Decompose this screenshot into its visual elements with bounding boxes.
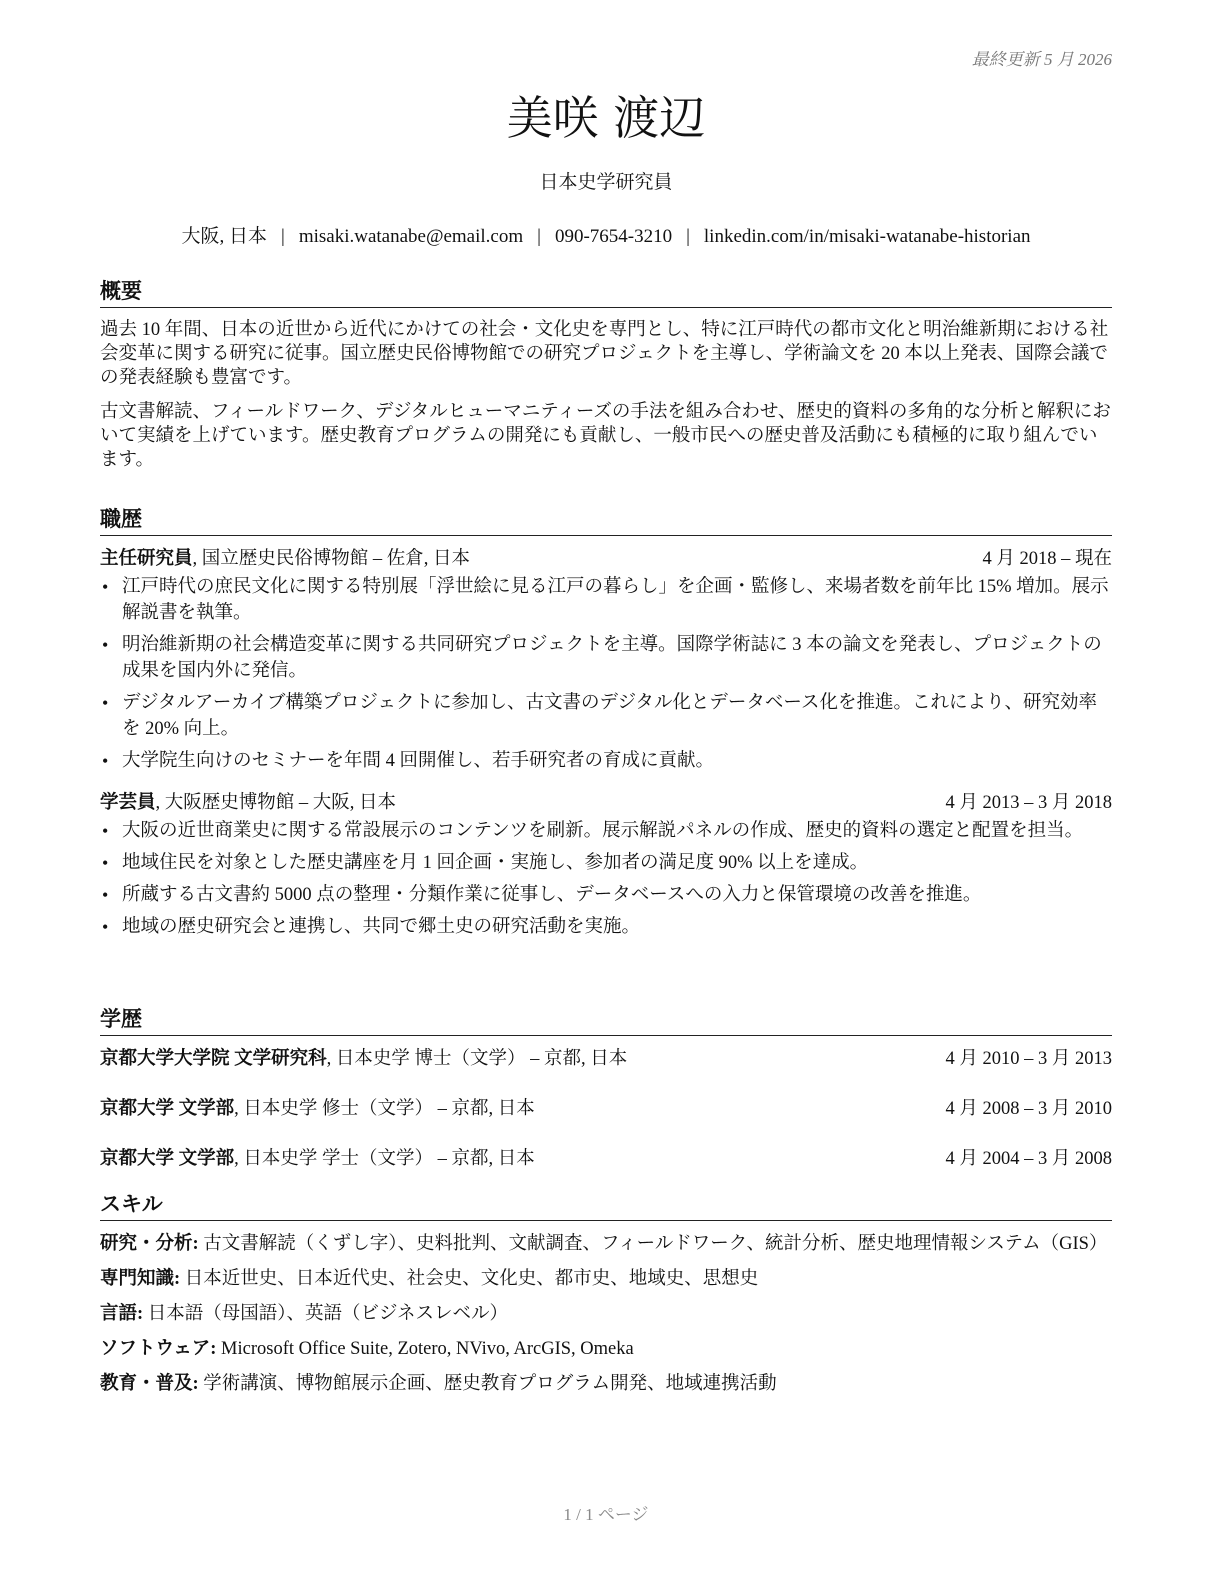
list-item: • 大阪の近世商業史に関する常設展示のコンテンツを刷新。展示解説パネルの作成、歴史的資料の選定と配置を担当。 xyxy=(100,818,1112,844)
skill-label: ソフトウェア: xyxy=(100,1339,217,1359)
job-entry xyxy=(100,790,1112,940)
job-entry xyxy=(100,546,1112,774)
bullet-icon: • xyxy=(102,917,109,937)
list-item: • 所蔵する古文書約 5000 点の整理・分類作業に従事し、データベースへの入力と保管環境の改善を推進。 xyxy=(100,882,1112,908)
bullet-icon: • xyxy=(102,693,109,713)
job-organization: , 大阪歴史博物館 – 大阪, 日本 xyxy=(155,793,397,813)
skill-label: 教育・普及: xyxy=(100,1374,199,1394)
education-detail: , 日本史学 修士（文学） – 京都, 日本 xyxy=(234,1099,535,1119)
list-item: • 江戸時代の庶民文化に関する特別展「浮世絵に見る江戸の暮らし」を企画・監修し、来場者数を前年比 15% 増加。展示解説書を執筆。 xyxy=(100,574,1112,626)
list-item: • 地域住民を対象とした歴史講座を月 1 回企画・実施し、参加者の満足度 90% 以上を達成。 xyxy=(100,850,1112,876)
list-item: • 地域の歴史研究会と連携し、共同で郷土史の研究活動を実施。 xyxy=(100,914,1112,940)
summary-section xyxy=(100,277,1112,482)
job-bullets xyxy=(100,574,1112,774)
summary-paragraph: 過去 10 年間、日本の近世から近代にかけての社会・文化史を専門とし、特に江戸時代の都市文化と明治維新期における社会変革に関する研究に従事。国立歴史民俗博物館での研究プロジェクトを主導し、学術論文を 20 本以上発表、国際会議での発表経験も豊富です。 xyxy=(100,320,1109,388)
bullet-icon: • xyxy=(102,853,109,873)
job-role: 日本史学研究員 xyxy=(539,172,673,193)
education-school: 京都大学 文学部 xyxy=(100,1099,235,1119)
skill-item xyxy=(100,1371,1112,1397)
resume-page xyxy=(100,0,1112,1584)
education-item xyxy=(100,1046,1112,1072)
job-header xyxy=(100,790,1112,816)
education-section xyxy=(100,1005,1112,1196)
skill-value: 学術講演、博物館展示企画、歴史教育プログラム開発、地域連携活動 xyxy=(198,1374,777,1394)
skill-value: 古文書解読（くずし字）、史料批判、文献調査、フィールドワーク、統計分析、歴史地理情報システム（GIS） xyxy=(198,1234,1108,1254)
bullet-icon: • xyxy=(102,751,109,771)
job-organization: , 国立歴史民俗博物館 – 佐倉, 日本 xyxy=(192,549,471,569)
education-dates: 4 月 2004 – 3 月 2008 xyxy=(945,1149,1112,1169)
contact-linkedin[interactable]: linkedin.com/in/misaki-watanabe-historian xyxy=(703,226,1031,247)
bullet-icon: • xyxy=(102,885,109,905)
bullet-icon: • xyxy=(102,577,109,597)
contact-email[interactable]: misaki.watanabe@email.com xyxy=(298,226,524,247)
contact-line xyxy=(100,224,1112,250)
job-dates: 4 月 2018 – 現在 xyxy=(982,549,1112,569)
education-dates: 4 月 2010 – 3 月 2013 xyxy=(945,1049,1112,1069)
list-item: • デジタルアーカイブ構築プロジェクトに参加し、古文書のデジタル化とデータベース化を推進。これにより、研究効率を 20% 向上。 xyxy=(100,690,1112,742)
contact-phone[interactable]: 090-7654-3210 xyxy=(554,226,673,247)
education-item xyxy=(100,1096,1112,1122)
skill-label: 言語: xyxy=(100,1304,144,1324)
bullet-icon: • xyxy=(102,821,109,841)
contact-separator: | xyxy=(686,226,690,247)
skill-item xyxy=(100,1336,1112,1362)
education-item xyxy=(100,1146,1112,1172)
education-detail: , 日本史学 博士（文学） – 京都, 日本 xyxy=(326,1049,628,1069)
last-updated: 最終更新 5 月 2026 xyxy=(971,50,1112,69)
skill-item xyxy=(100,1266,1112,1292)
person-name: 美咲 渡辺 xyxy=(506,91,706,145)
skill-value: 日本近世史、日本近代史、社会史、文化史、都市史、地域史、思想史 xyxy=(180,1269,759,1289)
job-dates: 4 月 2013 – 3 月 2018 xyxy=(945,793,1112,813)
skills-section xyxy=(100,1190,1112,1406)
skill-item xyxy=(100,1231,1112,1257)
list-item: • 明治維新期の社会構造変革に関する共同研究プロジェクトを主導。国際学術誌に 3 本の論文を発表し、プロジェクトの成果を国内外に発信。 xyxy=(100,632,1112,684)
skill-label: 研究・分析: xyxy=(100,1234,199,1254)
education-dates: 4 月 2008 – 3 月 2010 xyxy=(945,1099,1112,1119)
experience-section xyxy=(100,505,1112,946)
contact-location: 大阪, 日本 xyxy=(181,226,267,247)
education-school: 京都大学大学院 文学研究科 xyxy=(100,1049,327,1069)
contact-separator: | xyxy=(537,226,541,247)
skill-label: 専門知識: xyxy=(100,1269,181,1289)
skill-value: Microsoft Office Suite, Zotero, NVivo, ArcGIS, Omeka xyxy=(216,1339,634,1359)
bullet-icon: • xyxy=(102,635,109,655)
job-position: 学芸員 xyxy=(100,793,156,813)
section-title-summary: 概要 xyxy=(100,277,1112,308)
skill-value: 日本語（母国語）、英語（ビジネスレベル） xyxy=(143,1304,508,1324)
section-title-experience: 職歴 xyxy=(100,505,1112,536)
education-detail: , 日本史学 学士（文学） – 京都, 日本 xyxy=(234,1149,535,1169)
list-item: • 大学院生向けのセミナーを年間 4 回開催し、若手研究者の育成に貢献。 xyxy=(100,748,1112,774)
section-title-skills: スキル xyxy=(100,1190,1112,1221)
job-position: 主任研究員 xyxy=(100,549,193,569)
section-title-education: 学歴 xyxy=(100,1005,1112,1036)
job-header xyxy=(100,546,1112,572)
contact-separator: | xyxy=(281,226,285,247)
page-number: 1 / 1 ページ xyxy=(563,1505,649,1524)
skill-item xyxy=(100,1301,1112,1327)
summary-paragraph: 古文書解読、フィールドワーク、デジタルヒューマニティーズの手法を組み合わせ、歴史的資料の多角的な分析と解釈において実績を上げています。歴史教育プログラムの開発にも貢献し、一般市民への歴史普及活動にも積極的に取り組んでいます。 xyxy=(100,402,1111,470)
education-school: 京都大学 文学部 xyxy=(100,1149,235,1169)
job-bullets xyxy=(100,818,1112,940)
